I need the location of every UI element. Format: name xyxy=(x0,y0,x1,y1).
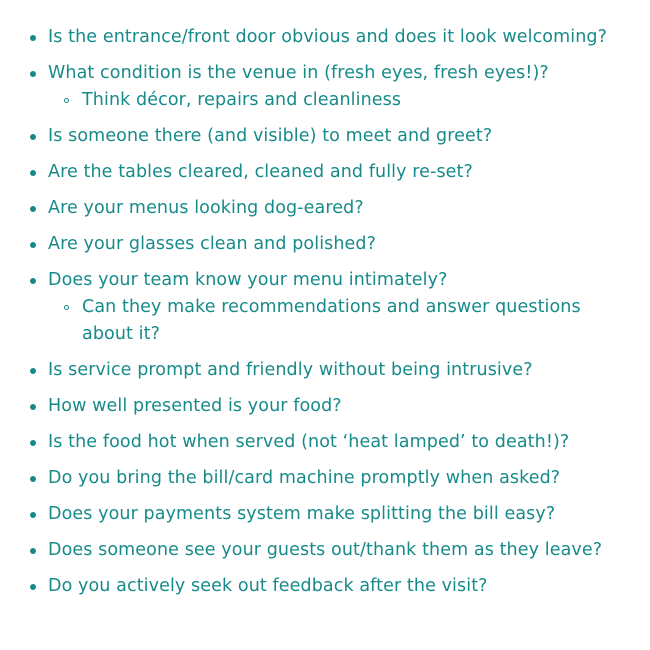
list-item-text: Does your team know your menu intimately? xyxy=(48,270,448,290)
list-item-text: Does someone see your guests out/thank them as they leave? xyxy=(48,540,603,560)
list-item-text: What condition is the venue in (fresh eyes, fresh eyes!)? xyxy=(48,63,549,83)
bullet-icon xyxy=(30,35,36,41)
bullet-icon xyxy=(30,278,36,284)
bullet-icon xyxy=(30,440,36,446)
bullet-icon xyxy=(30,134,36,140)
list-item xyxy=(0,537,650,564)
sub-list xyxy=(48,87,610,114)
list-item xyxy=(0,429,650,456)
sub-list-item xyxy=(48,87,610,114)
sub-list-item-text: Think décor, repairs and cleanliness xyxy=(82,90,402,110)
list-item xyxy=(0,267,650,348)
list-item xyxy=(0,24,650,51)
list-item-text: Do you bring the bill/card machine promptly when asked? xyxy=(48,468,561,488)
list-item xyxy=(0,465,650,492)
list-item-text: How well presented is your food? xyxy=(48,396,342,416)
list-item-text: Is service prompt and friendly without being intrusive? xyxy=(48,360,533,380)
bullet-icon xyxy=(30,71,36,77)
list-item xyxy=(0,573,650,600)
list-item xyxy=(0,393,650,420)
bullet-icon xyxy=(30,404,36,410)
bullet-icon xyxy=(30,476,36,482)
bullet-icon xyxy=(30,242,36,248)
list-item-text: Is someone there (and visible) to meet and greet? xyxy=(48,126,493,146)
list-item-text: Does your payments system make splitting the bill easy? xyxy=(48,504,556,524)
circle-bullet-icon xyxy=(64,98,69,103)
sub-list-item-text: Can they make recommendations and answer questions about it? xyxy=(82,297,581,344)
list-item-text: Are your glasses clean and polished? xyxy=(48,234,377,254)
list-item xyxy=(0,123,650,150)
list-item xyxy=(0,195,650,222)
list-item-text: Are the tables cleared, cleaned and fully re-set? xyxy=(48,162,473,182)
bullet-icon xyxy=(30,548,36,554)
bullet-icon xyxy=(30,368,36,374)
bullet-icon xyxy=(30,170,36,176)
list-item xyxy=(0,159,650,186)
bullet-icon xyxy=(30,206,36,212)
sub-list xyxy=(48,294,610,348)
circle-bullet-icon xyxy=(64,305,69,310)
list-item-text: Is the entrance/front door obvious and does it look welcoming? xyxy=(48,27,607,47)
list-item xyxy=(0,357,650,384)
sub-list-item xyxy=(48,294,610,348)
list-item xyxy=(0,231,650,258)
bullet-icon xyxy=(30,512,36,518)
list-item-text: Are your menus looking dog-eared? xyxy=(48,198,364,218)
list-item-text: Do you actively seek out feedback after the visit? xyxy=(48,576,488,596)
list-item-text: Is the food hot when served (not ‘heat lamped’ to death!)? xyxy=(48,432,570,452)
list-item xyxy=(0,60,650,114)
bullet-icon xyxy=(30,584,36,590)
checklist xyxy=(0,24,650,609)
list-item xyxy=(0,501,650,528)
